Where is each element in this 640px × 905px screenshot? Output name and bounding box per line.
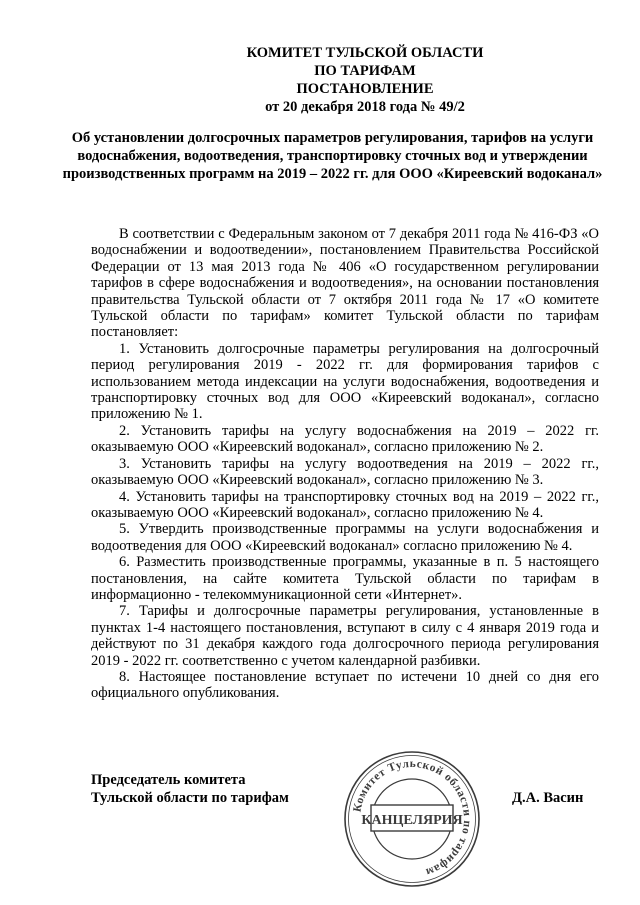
document-subject: Об установлении долгосрочных параметров регулирования, тарифов на услуги водоснабжения, водоотведения, транспортировку сточных вод и утверждении производственных программ на 2019 – 2022 гг. для ООО «Киреевский водоканал» — [62, 130, 603, 182]
committee-name-line2: ПО ТАРИФАМ — [314, 63, 416, 79]
clause-5: 5. Утвердить производственные программы на услуги водоснабжения и водоотведения для ООО «Киреевский водоканал» согласно приложению № 4. — [91, 521, 599, 554]
clause-3: 3. Установить тарифы на услугу водоотведения на 2019 – 2022 гг., оказываемую ООО «Киреевский водоканал», согласно приложению № 3. — [91, 455, 599, 489]
clause-8: 8. Настоящее постановление вступает по истечени 10 дней со дня его официального опубликования. — [91, 668, 599, 702]
document-body — [91, 226, 599, 702]
document-type: ПОСТАНОВЛЕНИЕ — [296, 81, 434, 97]
stamp-center-text: КАНЦЕЛЯРИЯ — [361, 813, 463, 828]
clause-4: 4. Установить тарифы на транспортировку сточных вод на 2019 – 2022 гг., оказываемую ООО «Киреевский водоканал», согласно приложению № 4. — [91, 488, 599, 521]
clause-7: 7. Тарифы и долгосрочные параметры регулирования, установленные в пунктах 1-4 настоящего постановления, вступают в силу с 4 января 2019 года и действуют по 31 декабря каждого года долгосрочного периода регулирования 2019 - 2022 гг. соответственно с учетом календарной разбивки. — [91, 603, 599, 669]
signatory-title-line2: Тульской области по тарифам — [91, 790, 289, 806]
clause-6: 6. Разместить производственные программы, указанные в п. 5 настоящего постановления, на сайте комитета Тульской области по тарифам в информационно - телекоммуникационной сети «Интернет». — [91, 554, 599, 603]
signatory-title-line1: Председатель комитета — [91, 772, 246, 788]
office-stamp — [341, 749, 483, 889]
document-date-number: от 20 декабря 2018 года № 49/2 — [265, 99, 465, 115]
clause-1: 1. Установить долгосрочные параметры регулирования на долгосрочный период регулирования 2019 - 2022 гг. для формирования тарифов с использованием метода индексации на услуги водоснабжения, водоотведения и транспортировку сточных вод для ООО «Киреевский водоканал», согласно приложению № 1. — [91, 340, 599, 423]
clause-2: 2. Установить тарифы на услугу водоснабжения на 2019 – 2022 гг. оказываемую ООО «Киреевский водоканал», согласно приложению № 2. — [91, 422, 599, 456]
stamp-ring-text: Комитет Тульской области по тарифам — [351, 757, 474, 879]
document-header — [0, 44, 640, 116]
committee-name: КОМИТЕТ ТУЛЬСКОЙ ОБЛАСТИ — [246, 45, 484, 61]
preamble-paragraph: В соответствии с Федеральным законом от 7 декабря 2011 года № 416-ФЗ «О водоснабжении и водоотведении», постановлением Правительства Российской Федерации от 13 мая 2013 года № 406 «О государственном регулировании тарифов в сфере водоснабжения и водоотведения», на основании постановления правительства Тульской области от 7 октября 2011 года № 17 «О комитете Тульской области по тарифам» комитет Тульской области по тарифам постановляет: — [91, 226, 599, 341]
signatory-name: Д.А. Васин — [512, 790, 584, 806]
signatory-title — [91, 771, 289, 807]
